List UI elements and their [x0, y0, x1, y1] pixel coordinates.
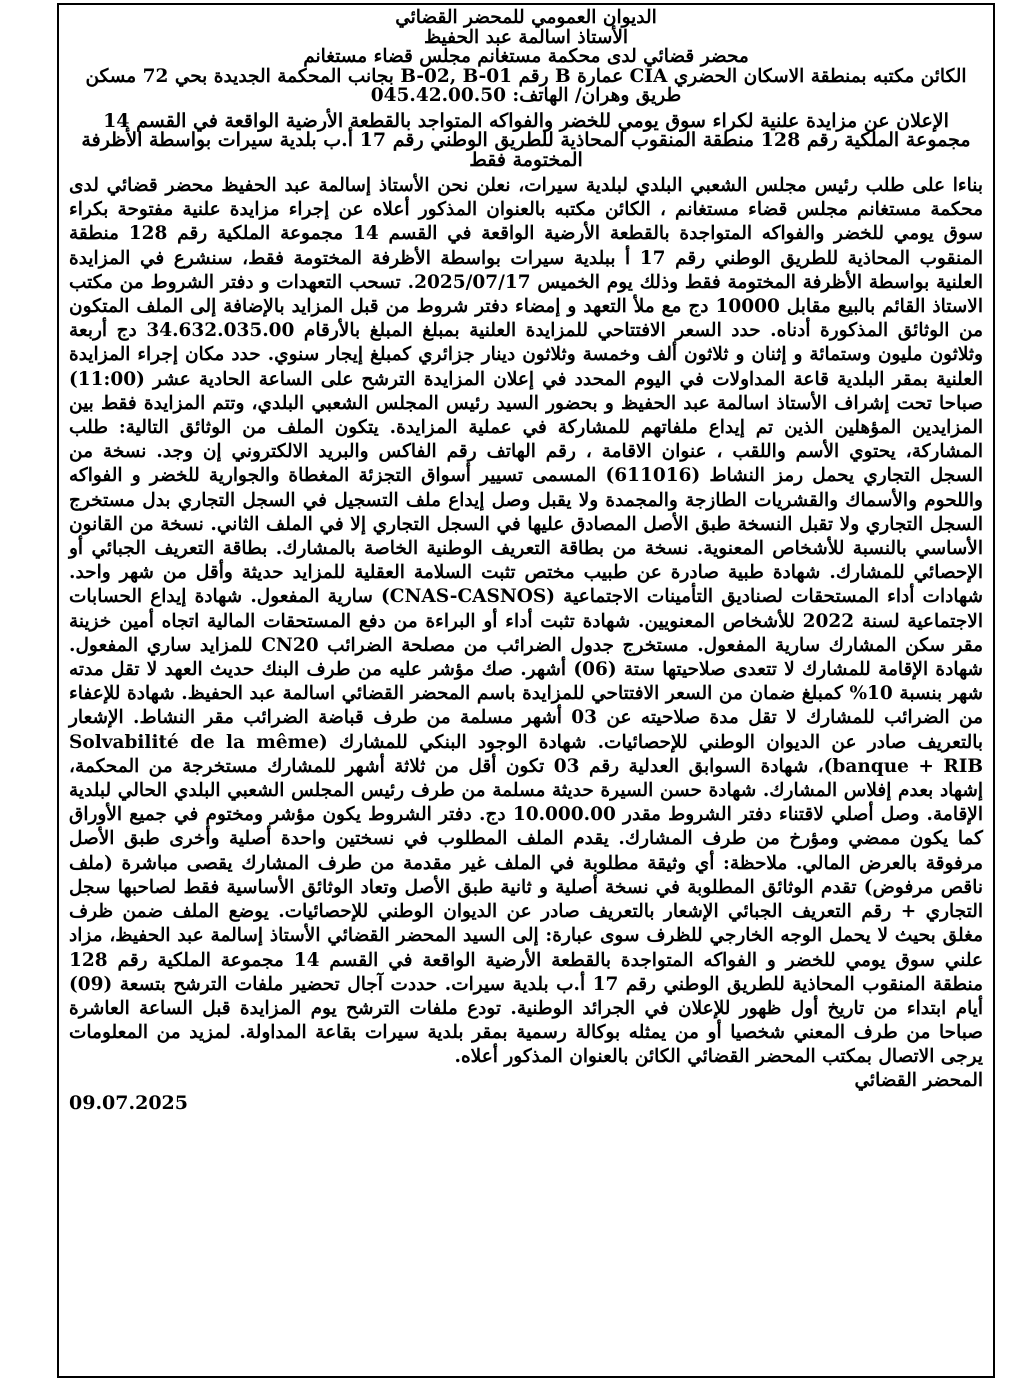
- bailiff-name: الأستاذ اسالمة عبد الحفيظ: [423, 26, 629, 48]
- office-name: الديوان العمومي للمحضر القضائي: [395, 7, 657, 28]
- notice-footer: [69, 1070, 983, 1114]
- notice-title: الإعلان عن مزايدة علنية لكراء سوق يومي للخضر والفواكه المتواجد بالقطعة الأرضية الواقعة في القسم 14 مجموعة الملكية رقم 128 منطقة المنقوب المحاذية للطريق الوطني رقم 17 أ.ب بلدية سيرات بواسطة الأظرفة المختومة فقط: [81, 109, 971, 171]
- notice-body: بناءا على طلب رئيس مجلس الشعبي البلدي لبلدية سيرات، نعلن نحن الأستاذ إسالمة عبد الحفيظ محضر قضائي لدى محكمة مستغانم مجلس قضاء مستغانم ، الكائن مكتبه بالعنوان المذكور أعلاه عن إجراء مزايدة علنية مفتوحة بكراء سوق يومي للخضر والفواكه المتواجدة بالقطعة الأرضية الواقعة في القسم 14 مجموعة الملكية رقم 128 منطقة المنقوب المحاذية للطريق الوطني رقم 17 أ ببلدية سيرات بواسطة الأظرفة المختومة فقط، سنشرع في المزايدة العلنية بواسطة الأظرفة المختومة فقط وذلك يوم الخميس 2025/07/17. تسحب التعهدات و دفتر الشروط من مكتب الاستاذ القائم بالبيع مقابل 10000 دج مع ملأ التعهد و إمضاء دفتر شروط من قبل المزايد بالإضافة إلى الملف المتكون من الوثائق المذكورة أدناه. حدد السعر الافتتاحي للمزايدة العلنية بمبلغ المبلغ بالأرقام 34.632.035.00 دج أربعة وثلاثون مليون وستمائة و إثنان و ثلاثون ألف وخمسة وثلاثون دينار جزائري كمبلغ إيجار سنوي. حدد مكان إجراء المزايدة العلنية بمقر البلدية قاعة المداولات في اليوم المحدد في إعلان المزايدة الترشح على الساعة الحادية عشر (11:00) صباحا تحت إشراف الأستاذ اسالمة عبد الحفيظ و بحضور السيد رئيس المجلس الشعبي البلدي، وتتم المزايدة فقط بين المزايدين المؤهلين الذين تم إيداع ملفاتهم للمشاركة في عملية المزايدة. يتكون الملف من الوثائق التالية: طلب المشاركة، يحتوي الأسم واللقب ، عنوان الاقامة ، رقم الهاتف رقم الفاكس والبريد الالكتروني إن وجد. نسخة من السجل التجاري يحمل رمز النشاط (611016) المسمى تسيير أسواق التجزئة المغطاة والجوارية للخضر و الفواكه واللحوم والأسماك والقشريات الطازجة والمجمدة ولا يقبل وصل إيداع ملف التسجيل في السجل التجاري بدل مستخرج السجل التجاري ولا تقبل النسخة طبق الأصل المصادق عليها في السجل التجاري إلا في الملف الثاني. نسخة من القانون الأساسي بالنسبة للأشخاص المعنوية. نسخة من بطاقة التعريف الوطنية الخاصة بالمشارك. بطاقة التعريف الجبائي أو الإحصائي للمشارك. شهادة طبية صادرة عن طبيب مختص تثبت السلامة العقلية للمزايد حديثة وأقل من شهر واحد. شهادات أداء المستحقات لصناديق التأمينات الاجتماعية (CNAS-CASNOS) سارية المفعول. شهادة إيداع الحسابات الاجتماعية لسنة 2022 للأشخاص المعنويين. شهادة تثبت أداء أو البراءة من دفع المستحقات المالية اتجاه أمين خزينة مقر سكن المشارك سارية المفعول. مستخرج جدول الضرائب من مصلحة الضرائب CN20 للمزايد ساري المفعول. شهادة الإقامة للمشارك لا تتعدى صلاحيتها ستة (06) أشهر. صك مؤشر عليه من طرف البنك حديث العهد لا تقل مدته شهر بنسبة 10% كمبلغ ضمان من السعر الافتتاحي للمزايدة باسم المحضر القضائي اسالمة عبد الحفيظ. شهادة للإعفاء من الضرائب للمشارك لا تقل مدة صلاحيته عن 03 أشهر مسلمة من طرف قباضة الضرائب مقر النشاط. الإشعار بالتعريف صادر عن الديوان الوطني للإحصائيات. شهادة الوجود البنكي للمشارك (Solvabilité de la même banque + RIB)، شهادة السوابق العدلية رقم 03 تكون أقل من ثلاثة أشهر للمشارك مستخرجة من المحكمة، إشهاد بعدم إفلاس المشارك. شهادة حسن السيرة حديثة مسلمة من طرف رئيس المجلس الشعبي البلدي الحالي لبلدية الإقامة. وصل أصلي لاقتناء دفتر الشروط مقدر 10.000.00 دج. دفتر الشروط يكون مؤشر ومختوم في جميع الأوراق كما يكون ممضي ومؤرخ من طرف المشارك. يقدم الملف المطلوب في نسختين واحدة أصلية وأخرى طبق الأصل مرفوقة بالعرض المالي. ملاحظة: أي وثيقة مطلوبة في الملف غير مقدمة من طرف المشارك يقصى مباشرة (ملف ناقص مرفوض) تقدم الوثائق المطلوبة في نسخة أصلية و ثانية طبق الأصل وتعاد الوثائق الأساسية فقط لصاحبها سجل التجاري + رقم التعريف الجبائي الإشعار بالتعريف صادر عن الديوان الوطني للإحصائيات. يوضع الملف ضمن ظرف مغلق بحيث لا يحمل الوجه الخارجي للظرف سوى عبارة: إلى السيد المحضر القضائي الأستاذ إسالمة عبد الحفيظ، مزاد علني سوق يومي للخضر و الفواكه المتواجدة بالقطعة الأرضية الواقعة في القسم 14 مجموعة الملكية رقم 128 منطقة المنقوب المحاذية للطريق الوطني رقم 17 أ.ب بلدية سيرات. حددت آجال تحضير ملفات الترشح بتسعة (09) أيام ابتداء من تاريخ أول ظهور للإعلان في الجرائد الوطنية. تودع ملفات الترشح يوم المزايدة قبل الساعة العاشرة صباحا من طرف المعني شخصيا أو من يمثله بوكالة رسمية بمقر بلدية سيرات بقاعة المداولة. لمزيد من المعلومات يرجى الاتصال بمكتب المحضر القضائي الكائن بالعنوان المذكور أعلاه.: [69, 175, 984, 1068]
- signature-label: المحضر القضائي: [854, 1069, 983, 1091]
- office-header: [69, 8, 983, 106]
- notice-date: 09.07.2025: [69, 1091, 188, 1114]
- notice-frame: [57, 3, 995, 1378]
- bailiff-court: محضر قضائي لدى محكمة مستغانم مجلس قضاء مستغانم: [303, 46, 749, 67]
- office-address: الكائن مكتبه بمنطقة الاسكان الحضري CIA عمارة B رقم B-02, B-01 بجانب المحكمة الجديدة بحي 72 مسكن طريق وهران/ الهاتف: 045.42.00.50: [85, 65, 967, 106]
